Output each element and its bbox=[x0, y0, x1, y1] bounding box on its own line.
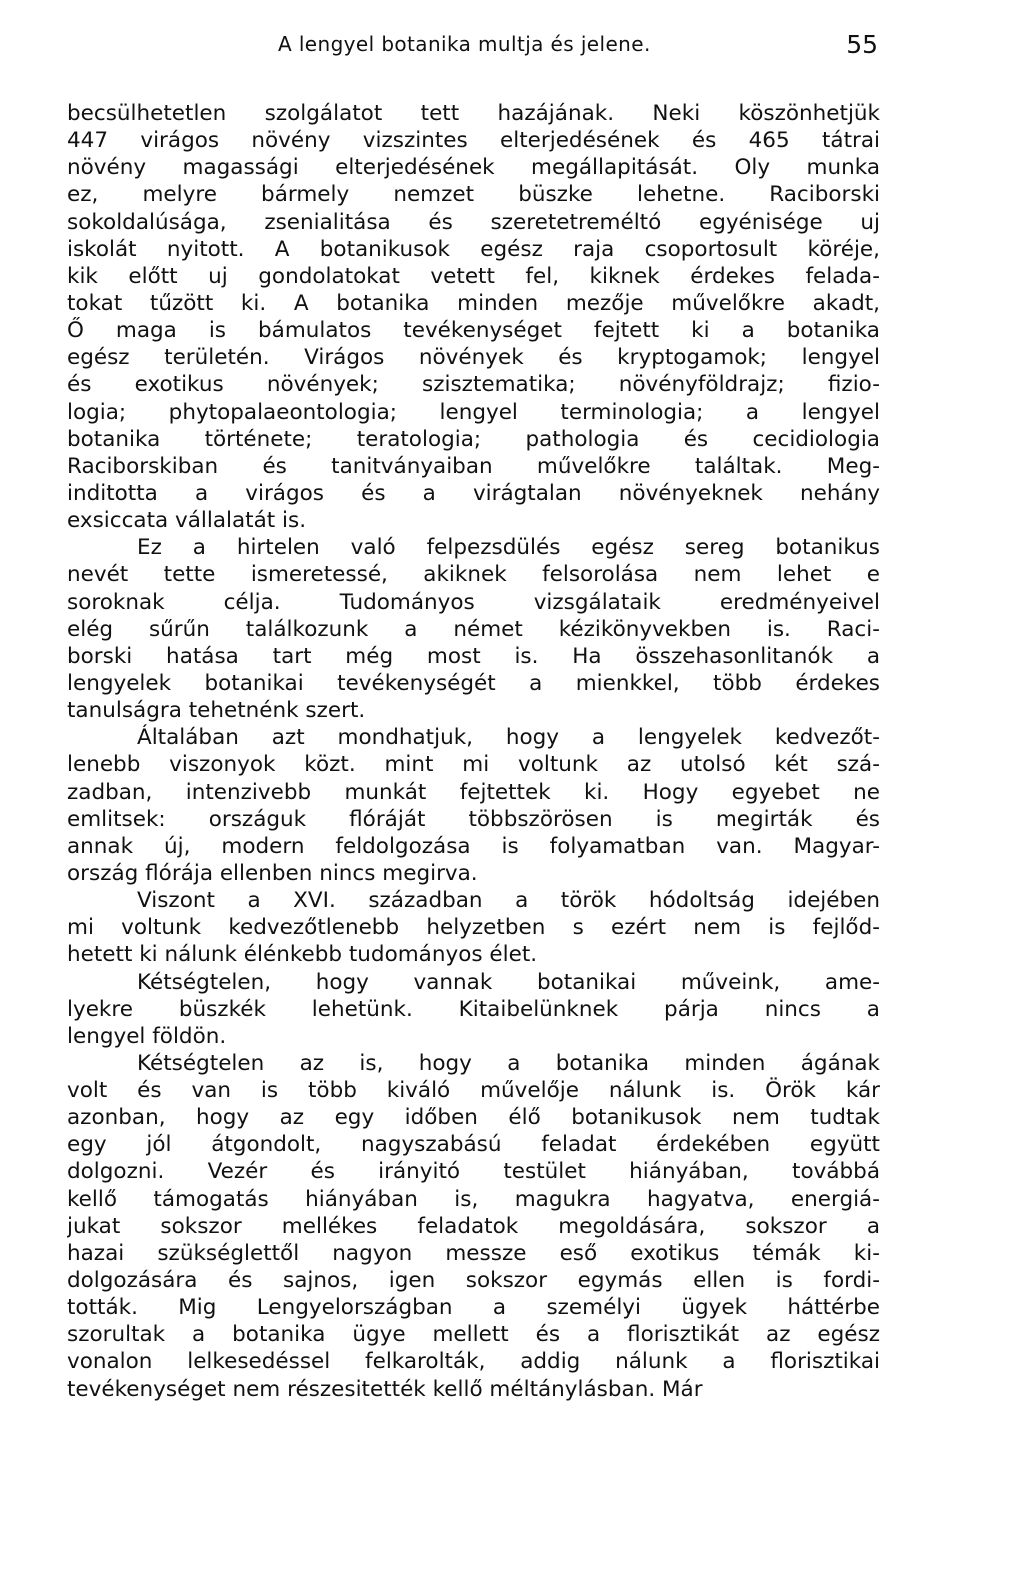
text-line: Ő maga is bámulatos tevékenységet fejtett ki a botanika bbox=[67, 318, 880, 344]
text-line: vonalon lelkesedéssel felkarolták, addig nálunk a florisztikai bbox=[67, 1349, 880, 1375]
paragraph bbox=[67, 534, 880, 724]
text-line: Raciborskiban és tanitványaiban művelőkre találtak. Meg- bbox=[67, 453, 880, 479]
text-line: zadban, intenzivebb munkát fejtettek ki. Hogy egyebet ne bbox=[67, 779, 880, 805]
text-line: tevékenységet nem részesitették kellő méltánylásban. Már bbox=[67, 1376, 703, 1402]
paragraph bbox=[67, 1050, 880, 1403]
running-head bbox=[60, 30, 880, 66]
paragraph bbox=[67, 887, 880, 968]
text-line: hetett ki nálunk élénkebb tudományos élet. bbox=[67, 942, 538, 968]
text-line: egy jól átgondolt, nagyszabású feladat érdekében együtt bbox=[67, 1132, 880, 1158]
text-line: lyekre büszkék lehetünk. Kitaibelünknek párja nincs a bbox=[67, 996, 880, 1022]
text-line: szorultak a botanika ügye mellett és a florisztikát az egész bbox=[67, 1322, 880, 1348]
text-line: azonban, hogy az egy időben élő botanikusok nem tudtak bbox=[67, 1105, 880, 1131]
text-line: Ez a hirtelen való felpezsdülés egész sereg botanikus bbox=[137, 535, 880, 561]
text-line: 447 virágos növény vizszintes elterjedésének és 465 tátrai bbox=[67, 128, 880, 154]
paragraph bbox=[67, 969, 880, 1050]
text-line: és exotikus növények; szisztematika; növényföldrajz; fizio- bbox=[67, 372, 880, 398]
text-line: növény magassági elterjedésének megállapitását. Oly munka bbox=[67, 155, 880, 181]
page-number: 55 bbox=[846, 30, 878, 59]
text-line: lengyelek botanikai tevékenységét a mienkkel, több érdekes bbox=[67, 670, 880, 696]
paragraph bbox=[67, 100, 880, 534]
text-line: emlitsek: országuk flóráját többszörösen is megirták és bbox=[67, 806, 880, 832]
text-line: ez, melyre bármely nemzet büszke lehetne. Raciborski bbox=[67, 182, 880, 208]
text-line: jukat sokszor mellékes feladatok megoldására, sokszor a bbox=[67, 1213, 880, 1239]
text-line: sokoldalúsága, zsenialitása és szeretetreméltó egyénisége uj bbox=[67, 209, 880, 235]
text-line: Kétségtelen, hogy vannak botanikai műveink, ame- bbox=[137, 969, 880, 995]
text-line: botanika története; teratologia; pathologia és cecidiologia bbox=[67, 426, 880, 452]
text-line: egész területén. Virágos növények és kryptogamok; lengyel bbox=[67, 345, 880, 371]
text-line: kik előtt uj gondolatokat vetett fel, kiknek érdekes felada- bbox=[67, 263, 880, 289]
text-line: lenebb viszonyok közt. mint mi voltunk az utolsó két szá- bbox=[67, 752, 880, 778]
text-line: exsiccata vállalatát is. bbox=[67, 508, 307, 534]
text-line: soroknak célja. Tudományos vizsgálataik eredményeivel bbox=[67, 589, 880, 615]
text-line: Viszont a XVI. században a török hódoltság idejében bbox=[137, 888, 880, 914]
text-line: tanulságra tehetnénk szert. bbox=[67, 698, 366, 724]
text-line: lengyel földön. bbox=[67, 1023, 227, 1049]
text-line: kellő támogatás hiányában is, magukra hagyatva, energiá- bbox=[67, 1186, 880, 1212]
text-line: dolgozására és sajnos, igen sokszor egymás ellen is fordi- bbox=[67, 1268, 880, 1294]
text-line: borski hatása tart még most is. Ha összehasonlitanók a bbox=[67, 643, 880, 669]
text-line: dolgozni. Vezér és irányitó testület hiányában, továbbá bbox=[67, 1159, 880, 1185]
text-line: Kétségtelen az is, hogy a botanika minden ágának bbox=[137, 1050, 880, 1076]
text-line: Általában azt mondhatjuk, hogy a lengyelek kedvezőt- bbox=[137, 725, 880, 751]
text-line: tokat tűzött ki. A botanika minden mezője művelőkre akadt, bbox=[67, 290, 880, 316]
text-line: nevét tette ismeretessé, akiknek felsorolása nem lehet e bbox=[67, 562, 880, 588]
text-line: ország flórája ellenben nincs megirva. bbox=[67, 860, 478, 886]
text-line: mi voltunk kedvezőtlenebb helyzetben s ezért nem is fejlőd- bbox=[67, 915, 880, 941]
text-line: volt és van is több kiváló művelője nálunk is. Örök kár bbox=[67, 1078, 880, 1104]
paragraph bbox=[67, 724, 880, 887]
text-line: annak új, modern feldolgozása is folyamatban van. Magyar- bbox=[67, 833, 880, 859]
body-text bbox=[67, 100, 880, 1403]
text-line: inditotta a virágos és a virágtalan növényeknek nehány bbox=[67, 480, 880, 506]
text-line: becsülhetetlen szolgálatot tett hazájának. Neki köszönhetjük bbox=[67, 101, 880, 126]
text-line: hazai szükséglettől nagyon messze eső exotikus témák ki- bbox=[67, 1240, 880, 1266]
text-line: elég sűrűn találkozunk a német kézikönyvekben is. Raci- bbox=[67, 616, 880, 642]
running-title: A lengyel botanika multja és jelene. bbox=[278, 32, 651, 56]
text-line: tották. Mig Lengyelországban a személyi ügyek háttérbe bbox=[67, 1295, 880, 1321]
text-line: iskolát nyitott. A botanikusok egész raja csoportosult köréje, bbox=[67, 236, 880, 262]
text-line: logia; phytopalaeontologia; lengyel terminologia; a lengyel bbox=[67, 399, 880, 425]
